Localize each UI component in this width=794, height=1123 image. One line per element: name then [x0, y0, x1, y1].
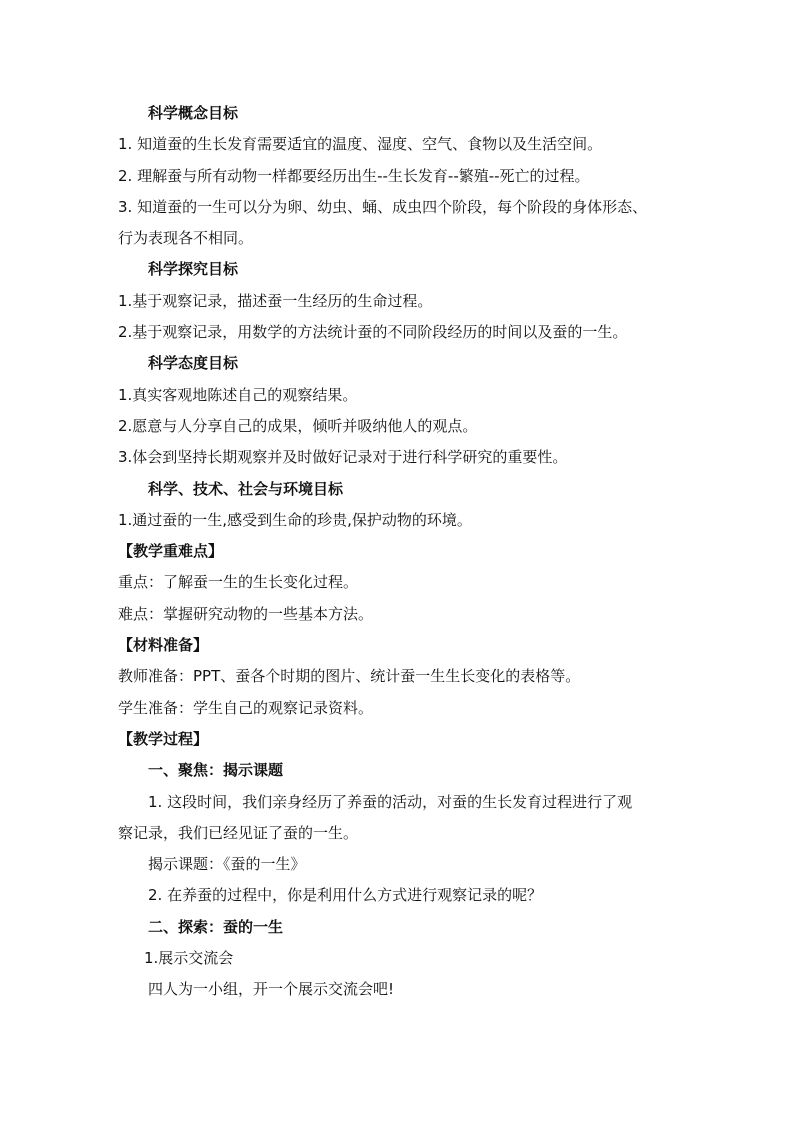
attitude-item-2: 2.愿意与人分享自己的成果，倾听并吸纳他人的观点。: [118, 416, 478, 435]
attitude-item-1: 1.真实客观地陈述自己的观察结果。: [118, 385, 358, 404]
section-title-difficulty: 【教学重难点】: [118, 542, 224, 561]
materials-item-student: 学生准备：学生自己的观察记录资料。: [118, 698, 374, 717]
inquiry-item-2: 2.基于观察记录，用数学的方法统计蚕的不同阶段经历的时间以及蚕的一生。: [118, 323, 628, 342]
section-title-concept: 科学概念目标: [148, 104, 239, 122]
concept-item-3: 3. 知道蚕的一生可以分为卵、幼虫、蛹、成虫四个阶段，每个阶段的身体形态、: [118, 197, 648, 216]
document-body: [118, 98, 678, 1006]
process-part1-item-2: 2. 在养蚕的过程中，你是利用什么方式进行观察记录的呢？: [148, 886, 543, 905]
difficulty-item-key: 重点：了解蚕一生的生长变化过程。: [118, 573, 359, 592]
process-part2-item-1: 1.展示交流会: [144, 949, 234, 968]
process-part1-item-1: 1. 这段时间，我们亲身经历了养蚕的活动，对蚕的生长发育过程进行了观: [148, 792, 633, 811]
difficulty-item-hard: 难点：掌握研究动物的一些基本方法。: [118, 604, 374, 623]
process-part2-item-2: 四人为一小组，开一个展示交流会吧!: [148, 980, 395, 999]
section-title-materials: 【材料准备】: [118, 636, 209, 655]
process-part1-title: 一、聚焦：揭示课题: [148, 761, 284, 780]
section-title-inquiry: 科学探究目标: [148, 260, 239, 279]
inquiry-item-1: 1.基于观察记录，描述蚕一生经历的生命过程。: [118, 291, 433, 310]
stse-item-1: 1.通过蚕的一生,感受到生命的珍贵,保护动物的环境。: [118, 510, 472, 529]
concept-item-3-cont: 行为表现各不相同。: [118, 229, 254, 248]
section-title-attitude: 科学态度目标: [148, 354, 239, 373]
concept-item-1: 1. 知道蚕的生长发育需要适宜的温度、湿度、空气、食物以及生活空间。: [118, 135, 603, 154]
process-part2-title: 二、探索：蚕的一生: [148, 917, 284, 936]
section-title-stse: 科学、技术、社会与环境目标: [148, 479, 344, 498]
materials-item-teacher: 教师准备：PPT、蚕各个时期的图片、统计蚕一生生长变化的表格等。: [118, 667, 581, 686]
process-part1-item-1-cont: 察记录，我们已经见证了蚕的一生。: [118, 823, 359, 842]
attitude-item-3: 3.体会到坚持长期观察并及时做好记录对于进行科学研究的重要性。: [118, 448, 568, 467]
section-title-process: 【教学过程】: [118, 729, 209, 748]
process-part1-topic: 揭示课题：《蚕的一生》: [148, 855, 306, 874]
concept-item-2: 2. 理解蚕与所有动物一样都要经历出生--生长发育--繁殖--死亡的过程。: [118, 166, 590, 185]
